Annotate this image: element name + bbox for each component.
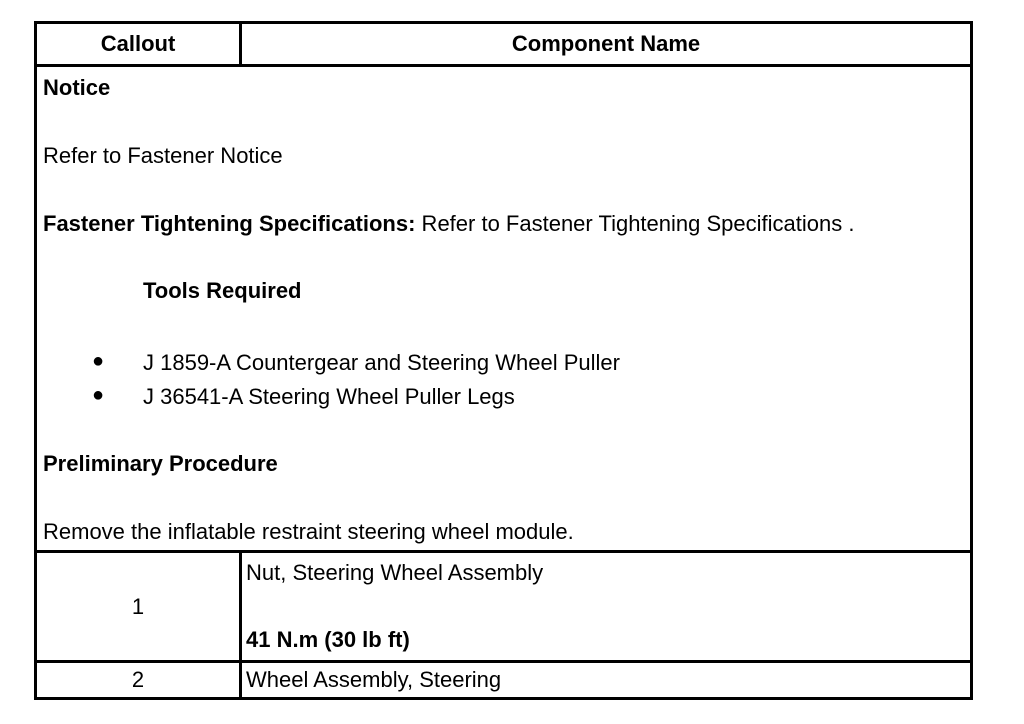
header-callout: Callout (37, 24, 242, 64)
notice-block (37, 67, 970, 553)
preliminary-procedure-heading: Preliminary Procedure (43, 451, 278, 476)
preliminary-procedure-text: Remove the inflatable restraint steering wheel module. (43, 519, 574, 544)
bullet-icon: ● (92, 384, 105, 406)
fastener-specs-line (43, 211, 854, 237)
fastener-specs-label: Fastener Tightening Specifications: (43, 211, 416, 236)
table-header-row (37, 24, 970, 67)
table-row (37, 663, 970, 697)
tool-item: J 1859-A Countergear and Steering Wheel Puller (143, 350, 620, 375)
callout-number: 1 (37, 553, 242, 660)
fastener-notice-reference: Refer to Fastener Notice (43, 143, 283, 168)
component-cell (242, 663, 970, 697)
component-name: Wheel Assembly, Steering (246, 667, 502, 692)
notice-title: Notice (43, 75, 111, 100)
bullet-icon: ● (92, 350, 105, 372)
header-component-name: Component Name (511, 31, 701, 56)
callout-number: 2 (37, 663, 242, 697)
component-name: Nut, Steering Wheel Assembly (246, 560, 544, 585)
fastener-specs-text: Refer to Fastener Tightening Specifications . (415, 211, 855, 236)
component-cell (242, 553, 970, 660)
component-table (34, 21, 973, 700)
table-row (37, 553, 970, 663)
torque-spec: 41 N.m (30 lb ft) (246, 627, 410, 652)
tool-item: J 36541-A Steering Wheel Puller Legs (143, 384, 515, 409)
tools-required-heading: Tools Required (143, 278, 302, 303)
